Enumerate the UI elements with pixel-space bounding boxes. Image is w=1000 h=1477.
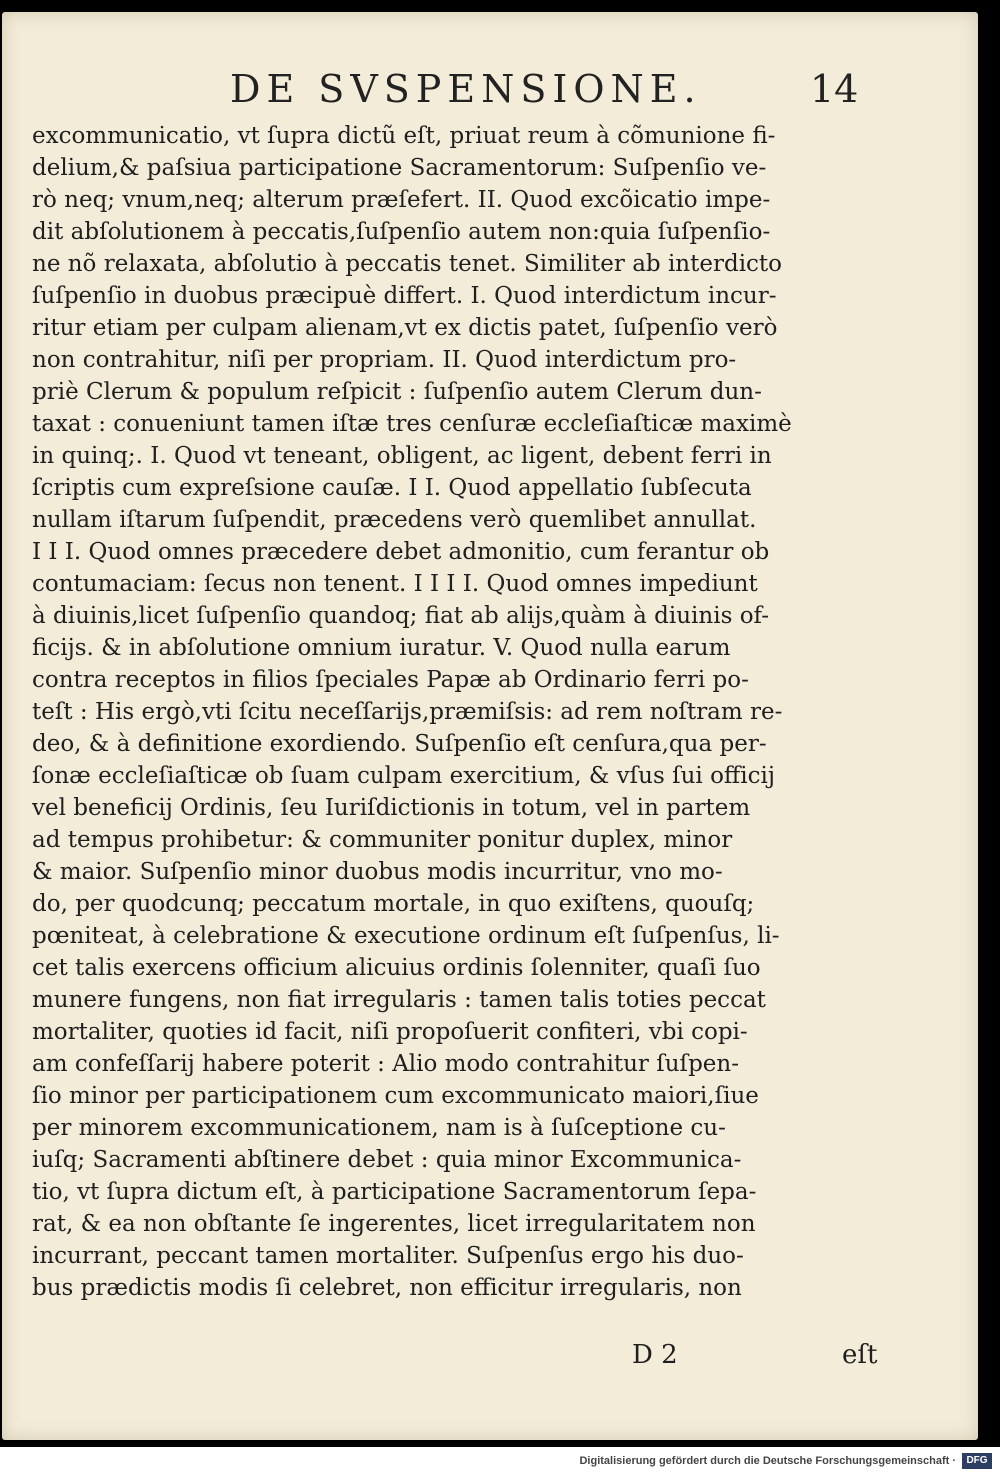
text-line: excommunicatio, vt ſupra dictũ eſt, priuat reum à cõmunione fi-	[32, 123, 776, 149]
text-line: in quinq;. I. Quod vt teneant, obligent, ac ligent, debent ferri in	[32, 443, 772, 469]
text-line: dit abſolutionem à peccatis,ſuſpenſio autem non:quia ſuſpenſio-	[32, 219, 771, 245]
text-line: ſonæ eccleſiaſticæ ob ſuam culpam exercitium, & vſus ſui officij	[32, 763, 775, 789]
page-header	[2, 62, 978, 116]
text-line: rat, & ea non obſtante ſe ingerentes, licet irregularitatem non	[32, 1211, 756, 1237]
funding-notice: Digitalisierung gefördert durch die Deutsche Forschungsgemeinschaft ·	[579, 1455, 956, 1467]
text-line: priè Clerum & populum reſpicit : ſuſpenſio autem Clerum dun-	[32, 379, 762, 405]
text-line: delium,& paſsiua participatione Sacramentorum: Suſpenſio ve-	[32, 155, 767, 181]
text-line: am confeſſarij habere poterit : Alio modo contrahitur ſuſpen-	[32, 1051, 739, 1077]
text-line: ſcriptis cum expreſsione cauſæ. I I. Quod appellatio ſubſecuta	[32, 475, 752, 501]
text-line: ficijs. & in abſolutione omnium iuratur. V. Quod nulla earum	[32, 635, 731, 661]
text-line: tio, vt ſupra dictum eſt, à participatione Sacramentorum ſepa-	[32, 1179, 757, 1205]
text-line: bus prædictis modis ſi celebret, non efficitur irregularis, non	[32, 1275, 742, 1301]
text-line: ſuſpenſio in duobus præcipuè differt. I. Quod interdictum incur-	[32, 283, 777, 309]
text-line: teſt : His ergò,vti ſcitu neceſſarijs,præmiſsis: ad rem noſtram re-	[32, 699, 783, 725]
text-line: rò neq; vnum,neq; alterum præſefert. II. Quod excõicatio impe-	[32, 187, 771, 213]
text-line: & maior. Suſpenſio minor duobus modis incurritur, vno mo-	[32, 859, 723, 885]
text-line: ne nõ relaxata, abſolutio à peccatis tenet. Similiter ab interdicto	[32, 251, 783, 277]
text-line: contra receptos in filios ſpeciales Papæ ab Ordinario ferri po-	[32, 667, 749, 693]
text-line: contumaciam: ſecus non tenent. I I I I. Quod omnes impediunt	[32, 571, 758, 597]
digitization-bar	[0, 1447, 1000, 1477]
text-line: vel beneficij Ordinis, ſeu Iuriſdictionis in totum, vel in partem	[32, 795, 751, 821]
text-line: deo, & à definitione exordiendo. Suſpenſio eſt cenſura,qua per-	[32, 731, 767, 757]
page-number: 14	[810, 67, 859, 111]
text-line: ad tempus prohibetur: & communiter ponitur duplex, minor	[32, 827, 733, 853]
text-line: taxat : conueniunt tamen iſtæ tres cenſuræ eccleſiaſticæ maximè	[32, 411, 792, 437]
text-line: cet talis exercens officium alicuius ordinis ſolenniter, quaſi ſuo	[32, 955, 761, 981]
dfg-logo-icon: DFG	[962, 1453, 992, 1469]
text-line: ritur etiam per culpam alienam,vt ex dictis patet, ſuſpenſio verò	[32, 315, 778, 341]
book-page	[2, 12, 978, 1440]
catchword: eſt	[842, 1340, 878, 1370]
text-line: pœniteat, à celebratione & executione ordinum eſt ſuſpenſus, li-	[32, 923, 780, 949]
text-line: per minorem excommunicationem, nam is à ſuſceptione cu-	[32, 1115, 726, 1141]
text-line: iuſq; Sacramenti abſtinere debet : quia minor Excommunica-	[32, 1147, 742, 1173]
text-line: non contrahitur, niſi per propriam. II. Quod interdictum pro-	[32, 347, 737, 373]
text-line: ſio minor per participationem cum excommunicato maiori,ſiue	[32, 1083, 759, 1109]
text-line: nullam iſtarum ſuſpendit, præcedens verò quemlibet annullat.	[32, 507, 757, 533]
text-line: munere fungens, non fiat irregularis : tamen talis toties peccat	[32, 987, 766, 1013]
text-line: à diuinis,licet ſuſpenſio quandoq; fiat ab alijs,quàm à diuinis of-	[32, 603, 769, 629]
text-line: incurrant, peccant tamen mortaliter. Suſpenſus ergo his duo-	[32, 1243, 744, 1269]
running-title: DE SVSPENSIONE.	[230, 67, 702, 111]
text-line: I I I. Quod omnes præcedere debet admonitio, cum ferantur ob	[32, 539, 770, 565]
signature-mark: D 2	[632, 1340, 678, 1370]
text-line: mortaliter, quoties id facit, niſi propoſuerit confiteri, vbi copi-	[32, 1019, 748, 1045]
body-text	[32, 120, 892, 1304]
text-line: do, per quodcunq; peccatum mortale, in quo exiſtens, quouſq;	[32, 891, 755, 917]
